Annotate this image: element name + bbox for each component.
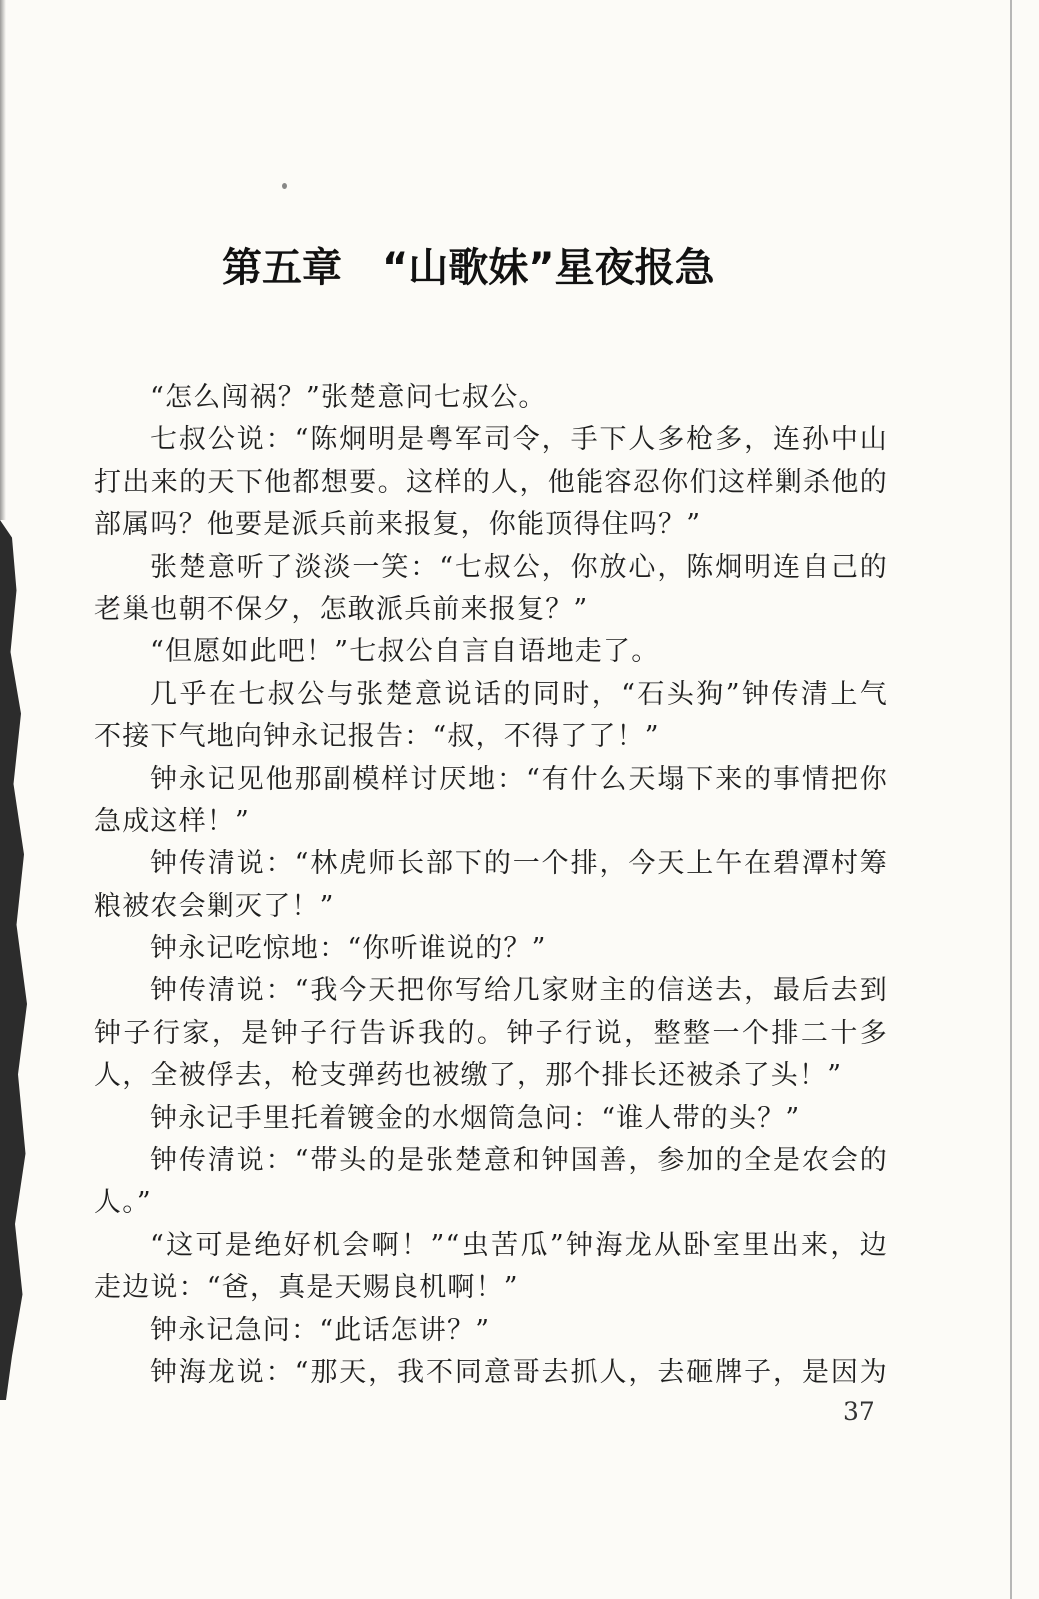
body-text <box>94 377 888 1394</box>
paragraph <box>94 759 888 844</box>
text-line: 钟海龙说：“那天，我不同意哥去抓人，去砸牌子，是因为 <box>150 1356 888 1388</box>
paragraph <box>94 1225 888 1310</box>
chapter-name: “山歌妹”星夜报急 <box>382 245 715 291</box>
paragraph <box>94 547 888 632</box>
text-line: 钟永记吃惊地：“你听谁说的？” <box>150 933 547 965</box>
scan-edge-right <box>1010 0 1012 1599</box>
text-line: 钟永记急问：“此话怎讲？” <box>150 1314 491 1346</box>
chapter-number: 第五章 <box>222 245 342 291</box>
text-line: 人。” <box>94 1187 152 1219</box>
paragraph <box>94 1140 888 1225</box>
paragraph <box>94 928 888 970</box>
page-number: 37 <box>843 1397 875 1426</box>
paragraph <box>94 843 888 928</box>
paragraph <box>94 419 888 546</box>
text-line: 七叔公说：“陈炯明是粤军司令，手下人多枪多，连孙中山 <box>150 424 888 456</box>
paragraph <box>94 377 888 419</box>
text-line: 急成这样！” <box>94 805 251 837</box>
scan-speck <box>282 183 287 189</box>
paragraph <box>94 631 888 673</box>
paragraph <box>94 1352 888 1394</box>
text-line: “这可是绝好机会啊！”“虫苦瓜”钟海龙从卧室里出来，边 <box>150 1229 888 1261</box>
chapter-title <box>222 243 715 293</box>
text-line: “怎么闯祸？”张楚意问七叔公。 <box>150 382 547 413</box>
scan-edge-shadow <box>0 0 6 520</box>
text-line: 老巢也朝不保夕，怎敢派兵前来报复？” <box>94 593 589 625</box>
text-line: 钟传清说：“带头的是张楚意和钟国善，参加的全是农会的 <box>150 1145 888 1177</box>
text-line: 人，全被俘去，枪支弹药也被缴了，那个排长还被杀了头！” <box>94 1060 843 1092</box>
text-line: 钟永记见他那副模样讨厌地：“有什么天塌下来的事情把你 <box>150 763 888 795</box>
text-line: 部属吗？他要是派兵前来报复，你能顶得住吗？” <box>94 509 702 541</box>
text-line: “但愿如此吧！”七叔公自言自语地走了。 <box>150 636 660 668</box>
text-line: 不接下气地向钟永记报告：“叔，不得了了！” <box>94 721 660 753</box>
text-line: 张楚意听了淡淡一笑：“七叔公，你放心，陈炯明连自己的 <box>150 551 888 583</box>
paragraph <box>94 1098 888 1140</box>
scan-edge-left <box>0 520 30 1400</box>
text-line: 钟传清说：“我今天把你写给几家财主的信送去，最后去到 <box>150 975 888 1007</box>
text-line: 钟传清说：“林虎师长部下的一个排，今天上午在碧潭村筹 <box>150 848 888 880</box>
paragraph <box>94 1310 888 1352</box>
paragraph <box>94 674 888 759</box>
text-line: 钟永记手里托着镀金的水烟筒急问：“谁人带的头？” <box>150 1102 801 1134</box>
text-line: 打出来的天下他都想要。这样的人，他能容忍你们这样剿杀他的 <box>94 466 888 498</box>
text-line: 几乎在七叔公与张楚意说话的同时，“石头狗”钟传清上气 <box>150 678 888 710</box>
text-line: 走边说：“爸，真是天赐良机啊！” <box>94 1272 519 1304</box>
text-line: 粮被农会剿灭了！” <box>94 890 335 922</box>
paragraph <box>94 970 888 1097</box>
text-line: 钟子行家，是钟子行告诉我的。钟子行说，整整一个排二十多 <box>94 1017 888 1049</box>
